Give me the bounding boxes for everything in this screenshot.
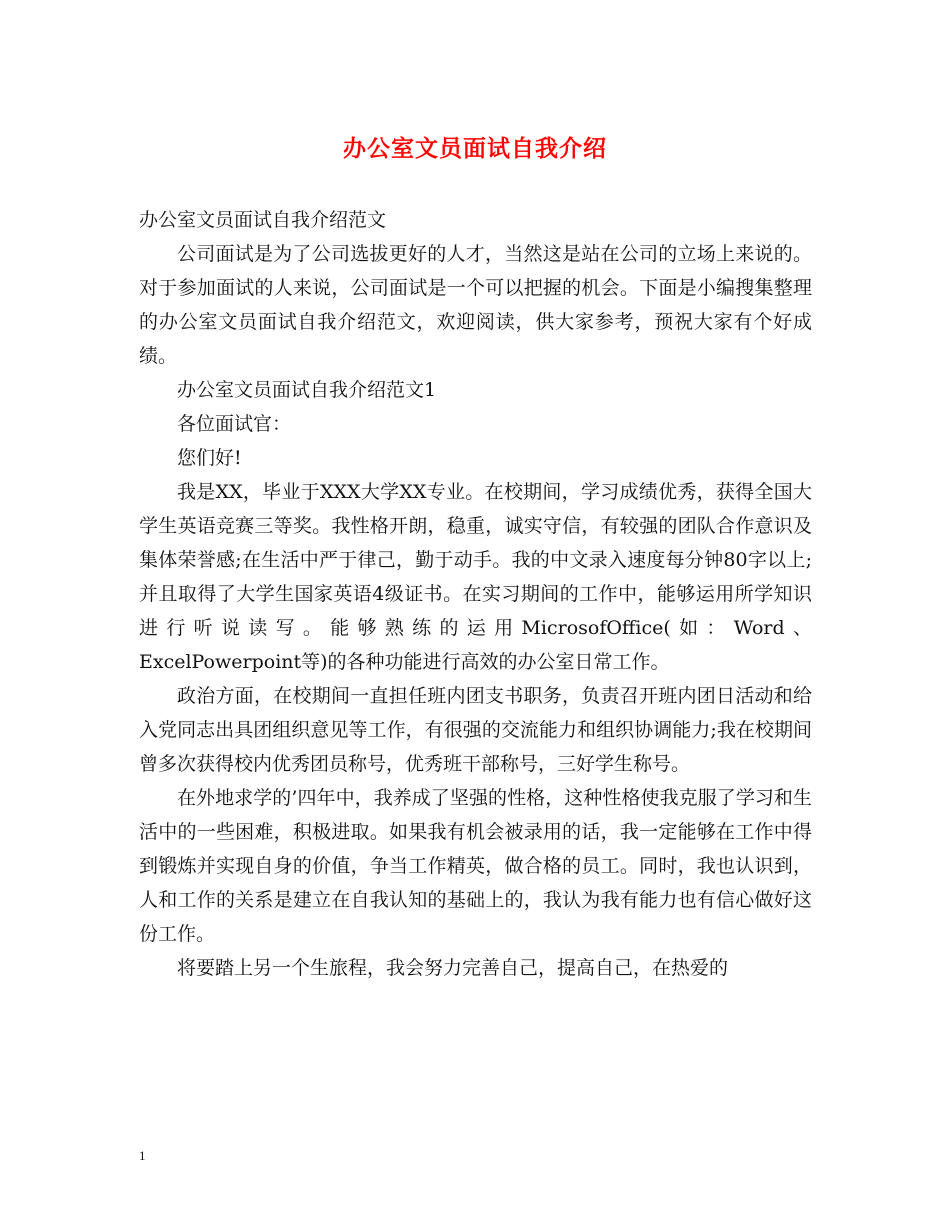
body-paragraph: 将要踏上另一个生旅程，我会努力完善自己，提高自己，在热爱的 <box>177 957 729 979</box>
document-subtitle: 办公室文员面试自我介绍范文 <box>139 209 387 231</box>
document-title: 办公室文员面试自我介绍 <box>343 135 607 162</box>
sample-heading: 办公室文员面试自我介绍范文1 <box>177 379 437 401</box>
salutation: 各位面试官： <box>177 413 292 435</box>
body-paragraph: 政治方面，在校期间一直担任班内团支书职务，负责召开班内团日活动和给入党同志出具团组织意见等工作，有很强的交流能力和组织协调能力;我在校期间曾多次获得校内优秀团员称号，优秀班干部称号，三好学生称号。 <box>139 685 812 775</box>
greeting: 您们好! <box>177 447 242 469</box>
body-paragraph: 我是XX，毕业于XXX大学XX专业。在校期间，学习成绩优秀，获得全国大学生英语竞赛三等奖。我性格开朗，稳重，诚实守信，有较强的团队合作意识及集体荣誉感;在生活中严于律己，勤于动手。我的中文录入速度每分钟80字以上;并且取得了大学生国家英语4级证书。在实习期间的工作中，能够运用所学知识进行听说读写。能够熟练的运用MicrosofOffice(如：Word、ExcelPowerpoint等)的各种功能进行高效的办公室日常工作。 <box>139 481 812 673</box>
intro-paragraph: 公司面试是为了公司选拔更好的人才，当然这是站在公司的立场上来说的。对于参加面试的人来说，公司面试是一个可以把握的机会。下面是小编搜集整理的办公室文员面试自我介绍范文，欢迎阅读，供大家参考，预祝大家有个好成绩。 <box>139 243 812 367</box>
body-paragraph: 在外地求学的’四年中，我养成了坚强的性格，这种性格使我克服了学习和生活中的一些困难，积极进取。如果我有机会被录用的话，我一定能够在工作中得到锻炼并实现自身的价值，争当工作精英，做合格的员工。同时，我也认识到，人和工作的关系是建立在自我认知的基础上的，我认为我有能力也有信心做好这份工作。 <box>139 787 812 945</box>
document-body <box>139 203 812 985</box>
page-number: 1 <box>139 1148 146 1163</box>
